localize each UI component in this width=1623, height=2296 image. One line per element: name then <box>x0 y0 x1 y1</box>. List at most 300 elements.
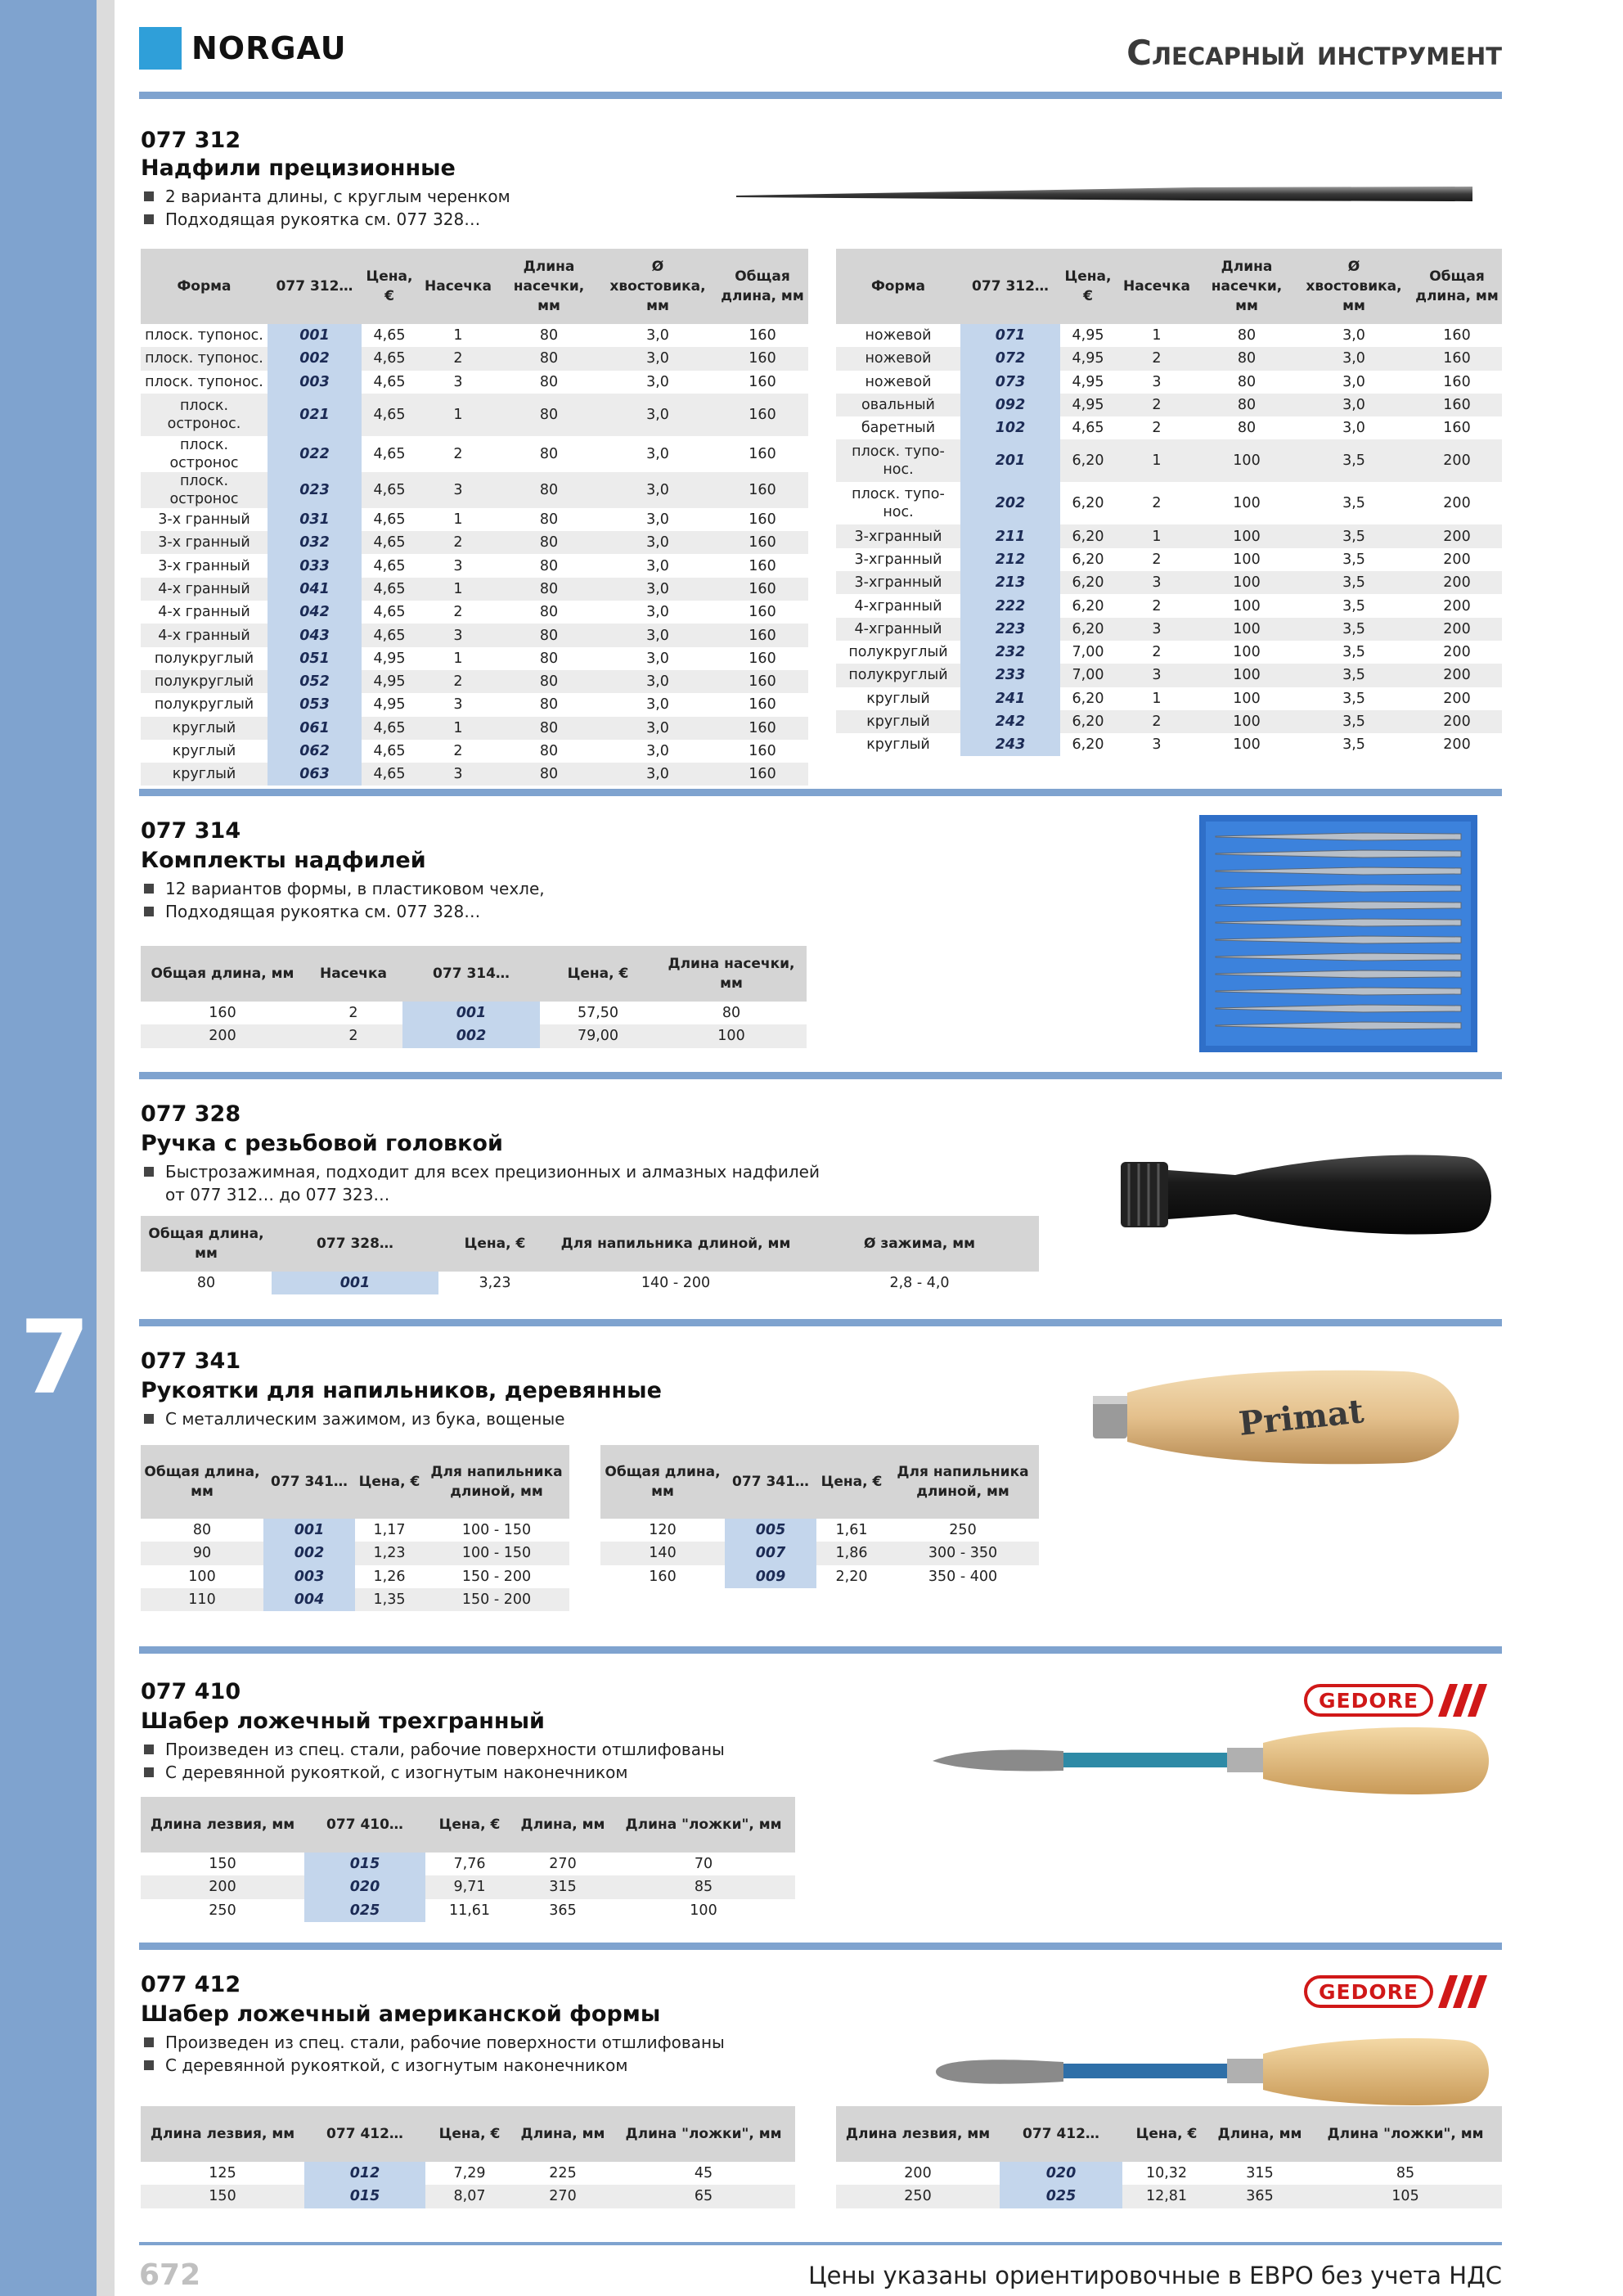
table-row <box>141 347 808 370</box>
product-title: Ручка с резьбовой головкой <box>141 1131 503 1156</box>
table-cell: 80 <box>196 1275 216 1292</box>
table-cell: 150 - 200 <box>424 1588 569 1611</box>
article-number: 025 <box>304 1899 425 1922</box>
table-cell: 4,65 <box>373 557 406 574</box>
table-cell: 105 <box>1309 2185 1502 2208</box>
table-cell: 2 <box>1152 495 1162 512</box>
table-row <box>141 578 808 601</box>
article-number: 241 <box>960 687 1060 710</box>
table-row <box>141 554 808 577</box>
table-cell: 80 <box>499 531 599 554</box>
table-cell: 3 <box>1116 618 1198 641</box>
col-header: 077 341… <box>263 1445 355 1519</box>
table-cell: 140 - 200 <box>641 1275 711 1292</box>
product-code: 077 410 <box>141 1679 241 1704</box>
spec-table-left <box>141 249 808 786</box>
table-cell: 7,29 <box>453 2165 486 2182</box>
table-cell: 6,20 <box>1060 571 1116 594</box>
table-cell: 3,0 <box>1296 347 1412 370</box>
table-cell: 3,0 <box>1342 327 1365 344</box>
brand-name: NORGAU <box>191 30 347 66</box>
chapter-number: 7 <box>20 1299 91 1417</box>
col-header: Длина лезвия, мм <box>836 2106 1000 2162</box>
table-cell: 3,0 <box>599 531 717 554</box>
product-title: Надфили прецизионные <box>141 155 456 181</box>
logo-square-icon <box>139 27 182 70</box>
table-row <box>141 1853 795 1875</box>
table-row <box>836 2185 1502 2208</box>
table-row <box>836 733 1502 756</box>
table-cell: 160 <box>717 717 808 740</box>
table-row <box>141 1875 795 1898</box>
table-cell: 9,71 <box>425 1875 514 1898</box>
table-cell: 200 <box>1443 597 1471 615</box>
table-row <box>141 1519 569 1542</box>
table-cell: 4,95 <box>362 670 417 693</box>
col-header: Ø хвостовика, мм <box>1296 249 1412 324</box>
article-number: 020 <box>304 1875 425 1898</box>
table-cell: 4,65 <box>362 472 417 508</box>
table-cell: 80 <box>539 445 559 462</box>
col-header: 077 412… <box>304 2106 425 2162</box>
col-header: Для напильника длиной, мм <box>424 1445 569 1519</box>
table-cell: 4,65 <box>362 578 417 601</box>
table-cell: 3,5 <box>1342 551 1365 568</box>
product-code: 077 314 <box>141 818 241 844</box>
col-header: Цена, € <box>355 1445 424 1519</box>
table-cell: 140 <box>600 1542 725 1564</box>
article-number: 242 <box>960 710 1060 733</box>
article-number: 243 <box>960 733 1060 756</box>
table-cell: 3,5 <box>1342 690 1365 707</box>
table-cell: 6,20 <box>1072 551 1104 568</box>
table-cell: 80 <box>539 650 559 667</box>
table-cell: 3,0 <box>646 327 669 344</box>
col-header: Насечка <box>1116 249 1198 324</box>
table-cell: 8,07 <box>425 2185 514 2208</box>
wooden-handle-image <box>1093 1363 1477 1470</box>
bullet-icon <box>144 191 154 201</box>
table-row <box>836 618 1502 641</box>
col-header: Длина "ложки", мм <box>612 2106 795 2162</box>
table-cell: 160 <box>717 472 808 508</box>
table-cell: 6,20 <box>1060 618 1116 641</box>
table-cell: 3,0 <box>646 696 669 714</box>
col-header: Для напильника длиной, мм <box>887 1445 1039 1519</box>
table-cell: 365 <box>549 1902 577 1919</box>
spec-table <box>141 1797 795 1922</box>
table-cell: 315 <box>1246 2165 1274 2182</box>
table-cell: 1 <box>1152 690 1162 707</box>
feature-list <box>141 1738 725 1784</box>
table-cell: 80 <box>1237 373 1257 390</box>
table-cell: 4,65 <box>373 604 406 621</box>
table-row <box>141 1565 569 1588</box>
table-cell: 3 <box>1116 571 1198 594</box>
table-row <box>141 1024 807 1047</box>
col-header: Длина, мм <box>514 2106 612 2162</box>
table-cell: 3,5 <box>1342 597 1365 615</box>
table-cell: 160 <box>1412 394 1502 416</box>
table-cell: овальный <box>836 394 960 416</box>
table-cell: 6,20 <box>1060 524 1116 547</box>
table-cell: 200 <box>1412 439 1502 482</box>
table-cell: 160 <box>749 604 776 621</box>
article-number: 052 <box>268 670 362 693</box>
col-header: Форма <box>836 249 960 324</box>
table-cell: 4,95 <box>373 696 406 714</box>
article-number: 222 <box>960 594 1060 617</box>
table-row <box>141 508 808 531</box>
table-row <box>836 594 1502 617</box>
feature-item: Быстрозажимная, подходит для всех прецизионных и алмазных надфилей от 077 312… до 077 323… <box>141 1160 828 1206</box>
article-number: 012 <box>304 2162 425 2185</box>
feature-item: Произведен из спец. стали, рабочие поверхности отшлифованы <box>141 2031 725 2054</box>
table-cell: круглый <box>866 736 930 754</box>
table-cell: плоск. тупонос. <box>145 327 263 344</box>
table-cell: 225 <box>549 2165 577 2182</box>
col-header: 077 312… <box>960 249 1060 324</box>
col-header: Длина, мм <box>1211 2106 1309 2162</box>
product-title: Шабер ложечный американской формы <box>141 2001 661 2027</box>
table-cell: 3 <box>453 557 463 574</box>
table-cell: 1,17 <box>373 1522 406 1539</box>
table-row <box>600 1519 1039 1542</box>
table-cell: 80 <box>539 373 559 390</box>
table-cell: 6,20 <box>1072 690 1104 707</box>
article-number: 002 <box>402 1024 540 1047</box>
table-cell: 85 <box>612 1875 795 1898</box>
table-cell: 3,5 <box>1296 439 1412 482</box>
table-cell: 200 <box>141 1024 304 1047</box>
table-cell: 160 <box>717 531 808 554</box>
table-cell: 3 <box>417 472 499 508</box>
article-number: 003 <box>268 371 362 394</box>
article-number: 232 <box>960 641 1060 664</box>
article-number: 020 <box>1000 2162 1122 2185</box>
table-cell: 4,65 <box>362 717 417 740</box>
article-number: 007 <box>725 1542 816 1564</box>
table-cell: 4-хгранный <box>836 618 960 641</box>
table-cell: 100 - 150 <box>461 1522 532 1539</box>
bullet-icon <box>144 1767 154 1777</box>
table-cell: 4,95 <box>373 650 406 667</box>
table-cell: 160 <box>1443 327 1471 344</box>
table-cell: 10,32 <box>1145 2165 1188 2182</box>
col-header: Ø хвостовика, мм <box>599 249 717 324</box>
bullet-icon <box>144 1414 154 1424</box>
feature-item: С металлическим зажимом, из бука, вощеные <box>141 1407 564 1430</box>
table-cell: 3,5 <box>1296 618 1412 641</box>
table-row <box>141 472 808 508</box>
table-row <box>141 324 808 347</box>
table-row <box>141 371 808 394</box>
table-row <box>141 601 808 624</box>
table-cell: полукруглый <box>154 696 254 714</box>
table-cell: 3 <box>453 696 463 714</box>
table-cell: 160 <box>1443 420 1471 437</box>
table-cell: 4,65 <box>362 347 417 370</box>
table-cell: 150 <box>209 1856 236 1873</box>
spec-table-right <box>600 1445 1039 1588</box>
table-cell: 80 <box>539 604 559 621</box>
section-rule <box>139 1646 1502 1654</box>
spec-table <box>141 1216 1039 1294</box>
feature-item: С деревянной рукояткой, с изогнутым наконечником <box>141 1761 725 1784</box>
table-cell: 45 <box>694 2165 713 2182</box>
section-rule <box>139 789 1502 796</box>
article-number: 003 <box>263 1565 355 1588</box>
section-rule <box>139 1072 1502 1079</box>
col-header: Длина, мм <box>514 1797 612 1853</box>
table-cell: 80 <box>499 578 599 601</box>
table-cell: 4,65 <box>362 531 417 554</box>
table-cell: 200 <box>1443 495 1471 512</box>
col-header: Общая длина, мм <box>141 946 304 1002</box>
table-row <box>836 324 1502 347</box>
table-cell: 3,5 <box>1296 571 1412 594</box>
table-cell: 1,86 <box>816 1542 887 1564</box>
table-cell: 100 <box>1233 551 1261 568</box>
table-cell: 250 <box>836 2185 1000 2208</box>
table-cell: 1 <box>453 511 463 529</box>
table-cell: 100 - 150 <box>424 1542 569 1564</box>
table-cell: ножевой <box>836 347 960 370</box>
table-cell: плоск. остронос <box>169 436 239 471</box>
table-cell: 3 <box>417 624 499 646</box>
col-header: Насечка <box>417 249 499 324</box>
article-number: 001 <box>263 1519 355 1542</box>
table-cell: 1 <box>453 327 463 344</box>
gedore-logo <box>1304 1975 1487 2008</box>
table-cell: 7,76 <box>453 1856 486 1873</box>
feature-item: С деревянной рукояткой, с изогнутым наконечником <box>141 2054 725 2077</box>
article-number: 202 <box>960 482 1060 524</box>
table-cell: 200 <box>1443 736 1471 754</box>
table-cell: 125 <box>209 2165 236 2182</box>
table-row <box>836 2162 1502 2185</box>
table-cell: 3,0 <box>646 373 669 390</box>
table-cell: 160 <box>649 1568 677 1585</box>
article-number: 072 <box>960 347 1060 370</box>
table-cell: 3,0 <box>599 624 717 646</box>
table-cell: 4,65 <box>373 511 406 529</box>
spec-table <box>141 946 807 1048</box>
table-cell: 4,65 <box>1072 420 1104 437</box>
table-cell: 100 <box>1198 710 1296 733</box>
product-code: 077 412 <box>141 1972 241 1997</box>
table-cell: 80 <box>499 472 599 508</box>
gedore-logo <box>1304 1684 1487 1717</box>
table-cell: 250 <box>209 1902 236 1919</box>
article-number: 073 <box>960 371 1060 394</box>
article-number: 002 <box>263 1542 355 1564</box>
table-cell: 100 <box>690 1902 717 1919</box>
table-cell: 160 <box>749 650 776 667</box>
col-header: 077 328… <box>272 1216 438 1272</box>
table-cell: 3,5 <box>1342 644 1365 661</box>
table-cell: 100 <box>1198 439 1296 482</box>
article-number: 211 <box>960 524 1060 547</box>
table-cell: 80 <box>539 511 559 529</box>
article-number: 021 <box>268 394 362 436</box>
table-row <box>141 2162 795 2185</box>
table-cell: 315 <box>514 1875 612 1898</box>
table-cell: 80 <box>499 763 599 786</box>
table-row <box>836 571 1502 594</box>
col-header: Длина насечки, мм <box>1198 249 1296 324</box>
table-row <box>141 763 808 786</box>
table-cell: 160 <box>749 373 776 390</box>
table-cell: 3-хгранный <box>854 551 942 568</box>
table-cell: 3,5 <box>1342 495 1365 512</box>
table-cell: 65 <box>612 2185 795 2208</box>
table-cell: 3,0 <box>599 717 717 740</box>
table-cell: 150 - 200 <box>461 1568 532 1585</box>
table-cell: 3 <box>1152 736 1162 754</box>
table-row <box>141 647 808 670</box>
col-header: Форма <box>141 249 268 324</box>
table-cell: 200 <box>1443 551 1471 568</box>
table-cell: плоск. тупонос. <box>145 373 263 390</box>
footer-rule <box>139 2242 1502 2245</box>
article-number: 201 <box>960 439 1060 482</box>
gedore-stripes-icon <box>1438 1684 1487 1717</box>
table-cell: 200 <box>1412 710 1502 733</box>
table-cell: 4-х гранный <box>141 624 268 646</box>
feature-list <box>141 185 510 231</box>
table-cell: 1 <box>417 717 499 740</box>
table-cell: 4,65 <box>373 743 406 759</box>
table-cell: 80 <box>499 717 599 740</box>
article-number: 062 <box>268 740 362 763</box>
table-cell: 3,5 <box>1296 710 1412 733</box>
table-cell: 100 <box>1198 664 1296 687</box>
col-header: Цена, € <box>438 1216 551 1272</box>
table-row <box>836 687 1502 710</box>
feature-item: Произведен из спец. стали, рабочие поверхности отшлифованы <box>141 1738 725 1761</box>
table-cell: 100 <box>188 1568 216 1585</box>
table-row <box>836 416 1502 439</box>
feature-list <box>141 2031 725 2077</box>
needle-file-image <box>736 182 1472 206</box>
table-cell: 4,95 <box>1072 373 1104 390</box>
sidebar-edge <box>97 0 115 2296</box>
col-header: Длина лезвия, мм <box>141 2106 304 2162</box>
table-cell: 4,65 <box>362 763 417 786</box>
bullet-icon <box>144 907 154 916</box>
table-cell: 3,0 <box>599 578 717 601</box>
spec-table-left <box>141 2106 795 2208</box>
table-row <box>836 641 1502 664</box>
table-cell: 2 <box>453 445 463 462</box>
table-row <box>836 664 1502 687</box>
table-cell: 6,20 <box>1072 736 1104 754</box>
table-cell: 100 <box>1233 495 1261 512</box>
article-number: 015 <box>304 1853 425 1875</box>
article-number: 102 <box>960 416 1060 439</box>
spec-table-right <box>836 2106 1502 2208</box>
table-cell: 2 <box>1152 644 1162 661</box>
table-cell: 80 <box>1237 420 1257 437</box>
chapter-sidebar <box>0 0 97 2296</box>
table-cell: 4-хгранный <box>854 597 942 615</box>
col-header: Цена, € <box>362 249 417 324</box>
article-number: 051 <box>268 647 362 670</box>
col-header: Общая длина, мм <box>141 1445 263 1519</box>
table-cell: 200 <box>904 2165 932 2182</box>
table-row <box>836 482 1502 524</box>
table-cell: плоск. тупо-нос. <box>852 486 945 521</box>
article-number: 063 <box>268 763 362 786</box>
product-title: Комплекты надфилей <box>141 848 426 873</box>
col-header: Цена, € <box>816 1445 887 1519</box>
table-row <box>141 1542 569 1564</box>
table-cell: полукруглый <box>141 670 268 693</box>
table-cell: 6,20 <box>1072 495 1104 512</box>
bullet-icon <box>144 884 154 894</box>
table-row <box>141 693 808 716</box>
table-row <box>836 548 1502 571</box>
feature-item: 2 варианта длины, с круглым черенком <box>141 185 510 208</box>
table-cell: круглый <box>836 710 960 733</box>
table-cell: 1,61 <box>835 1522 868 1539</box>
table-cell: полукруглый <box>836 664 960 687</box>
table-cell: 160 <box>749 696 776 714</box>
table-cell: 2 <box>1116 394 1198 416</box>
table-cell: 70 <box>694 1856 713 1873</box>
table-cell: 85 <box>1396 2165 1415 2182</box>
table-row <box>141 1002 807 1024</box>
product-code: 077 312 <box>141 128 241 153</box>
table-row <box>836 710 1502 733</box>
american-scraper-image <box>933 2029 1497 2111</box>
table-cell: плоск. тупо-нос. <box>836 439 960 482</box>
table-row <box>141 1272 1039 1294</box>
table-cell: 160 <box>717 347 808 370</box>
table-cell: 6,20 <box>1060 439 1116 482</box>
table-cell: 160 <box>717 578 808 601</box>
article-number: 053 <box>268 693 362 716</box>
table-cell: 57,50 <box>577 1005 619 1022</box>
table-cell: 100 <box>1233 644 1261 661</box>
table-cell: 80 <box>499 394 599 436</box>
article-number: 022 <box>268 436 362 472</box>
table-cell: 160 <box>717 763 808 786</box>
article-number: 004 <box>263 1588 355 1611</box>
table-cell: 80 <box>1198 394 1296 416</box>
table-cell: 1 <box>417 394 499 436</box>
table-cell: ножевой <box>865 373 932 390</box>
section-title: Слесарный инструмент <box>1126 33 1502 73</box>
table-cell: 1 <box>1116 524 1198 547</box>
table-cell: 200 <box>1412 524 1502 547</box>
table-cell: 3,5 <box>1296 664 1412 687</box>
table-cell: 3-хгранный <box>836 524 960 547</box>
table-cell: 6,20 <box>1072 597 1104 615</box>
article-number: 212 <box>960 548 1060 571</box>
table-row <box>141 1899 795 1922</box>
col-header: Насечка <box>304 946 402 1002</box>
product-code: 077 328 <box>141 1101 241 1127</box>
table-cell: 12,81 <box>1122 2185 1211 2208</box>
col-header: Для напильника длиной, мм <box>551 1216 800 1272</box>
table-cell: 3-х гранный <box>158 511 250 529</box>
col-header: Цена, € <box>540 946 656 1002</box>
article-number: 041 <box>268 578 362 601</box>
table-cell: полукруглый <box>154 650 254 667</box>
table-cell: 1,26 <box>373 1568 406 1585</box>
